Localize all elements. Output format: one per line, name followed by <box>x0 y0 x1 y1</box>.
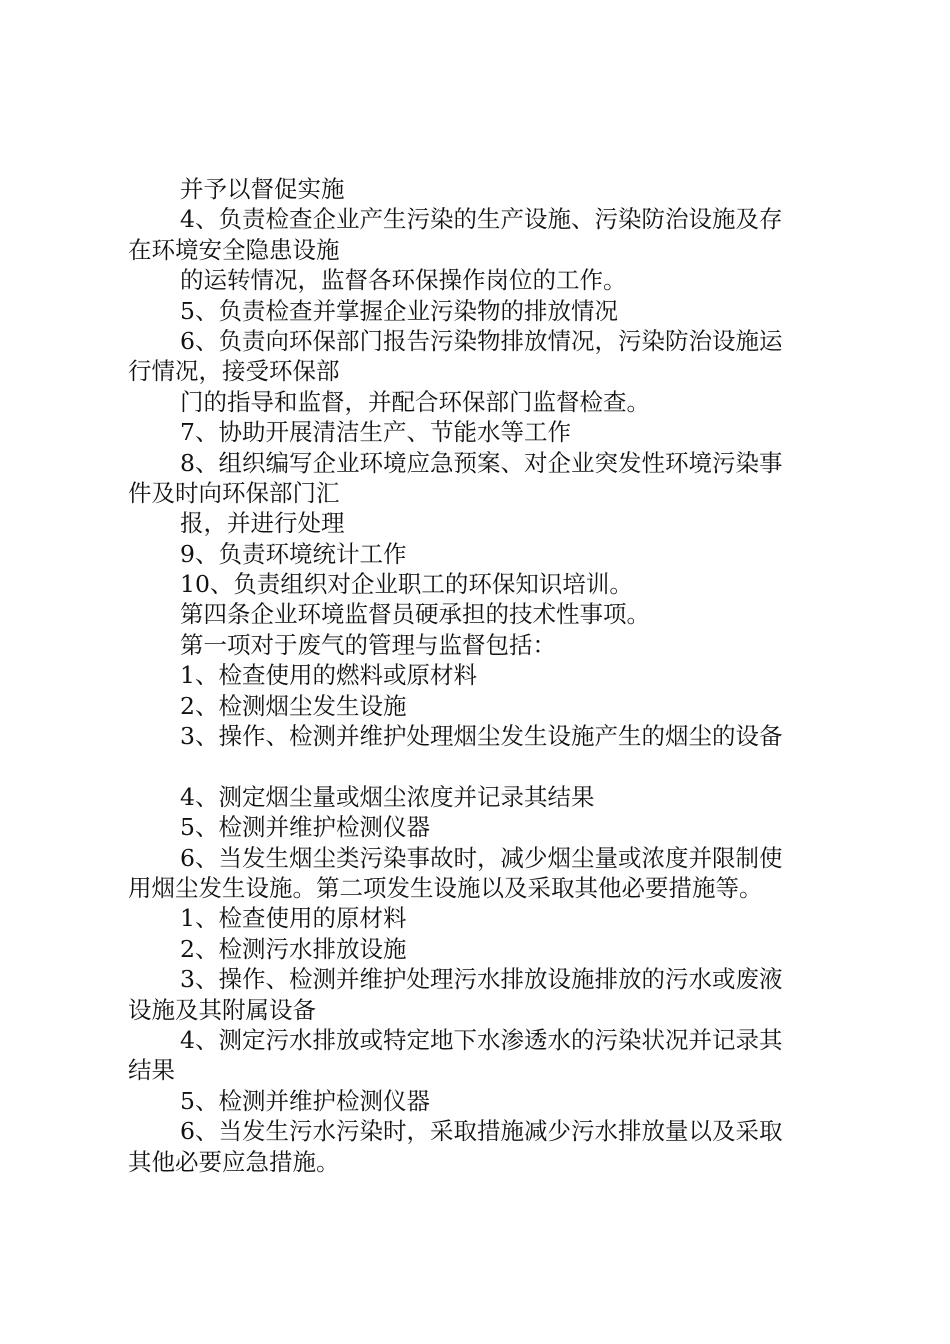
text-line: 4、负责检查企业产生污染的生产设施、污染防治设施及存 <box>180 205 783 234</box>
text-line: 用烟尘发生设施。第二项发生设施以及采取其他必要措施等。 <box>128 873 763 902</box>
text-line: 3、操作、检测并维护处理污水排放设施排放的污水或废液 <box>180 965 783 994</box>
text-line: 设施及其附属设备 <box>128 995 316 1024</box>
text-line: 8、组织编写企业环境应急预案、对企业突发性环境污染事 <box>180 448 783 477</box>
text-line: 并予以督促实施 <box>180 175 345 203</box>
text-line: 2、检测污水排放设施 <box>180 934 407 963</box>
text-line: 1、检查使用的原材料 <box>180 904 407 933</box>
text-line: 行情况，接受环保部 <box>128 357 340 386</box>
text-line: 5、检测并维护检测仪器 <box>180 1086 430 1115</box>
text-line: 第四条企业环境监督员硬承担的技术性事项。 <box>180 600 650 629</box>
text-line: 结果 <box>128 1056 175 1085</box>
text-line: 其他必要应急措施。 <box>128 1147 340 1176</box>
text-line: 门的指导和监督，并配合环保部门监督检查。 <box>180 387 650 416</box>
blank-line <box>128 751 833 781</box>
text-line: 3、操作、检测并维护处理烟尘发生设施产生的烟尘的设备 <box>180 722 783 751</box>
text-line: 5、负责检查并掌握企业污染物的排放情况 <box>180 296 618 325</box>
text-line: 件及时向环保部门汇 <box>128 478 340 507</box>
text-line: 5、检测并维护检测仪器 <box>180 813 430 842</box>
text-line: 9、负责环境统计工作 <box>180 539 407 568</box>
text-line: 6、负责向环保部门报告污染物排放情况，污染防治设施运 <box>180 326 783 355</box>
text-line: 6、当发生污水污染时，采取措施减少污水排放量以及采取 <box>180 1117 783 1146</box>
text-line: 在环境安全隐患设施 <box>128 235 340 264</box>
text-line: 1、检查使用的燃料或原材料 <box>180 661 477 690</box>
text-line: 报，并进行处理 <box>180 509 345 538</box>
text-line: 6、当发生烟尘类污染事故时，减少烟尘量或浓度并限制使 <box>180 843 783 872</box>
document-body <box>128 174 833 1177</box>
text-line: 第一项对于废气的管理与监督包括： <box>180 630 556 659</box>
text-line: 10、负责组织对企业职工的环保知识培训。 <box>180 570 633 599</box>
text-line: 7、协助开展清洁生产、节能水等工作 <box>180 418 571 447</box>
text-line: 4、测定污水排放或特定地下水渗透水的污染状况并记录其 <box>180 1025 783 1054</box>
text-line: 的运转情况，监督各环保操作岗位的工作。 <box>180 266 627 295</box>
text-line: 4、测定烟尘量或烟尘浓度并记录其结果 <box>180 782 595 811</box>
text-line: 2、检测烟尘发生设施 <box>180 691 407 720</box>
